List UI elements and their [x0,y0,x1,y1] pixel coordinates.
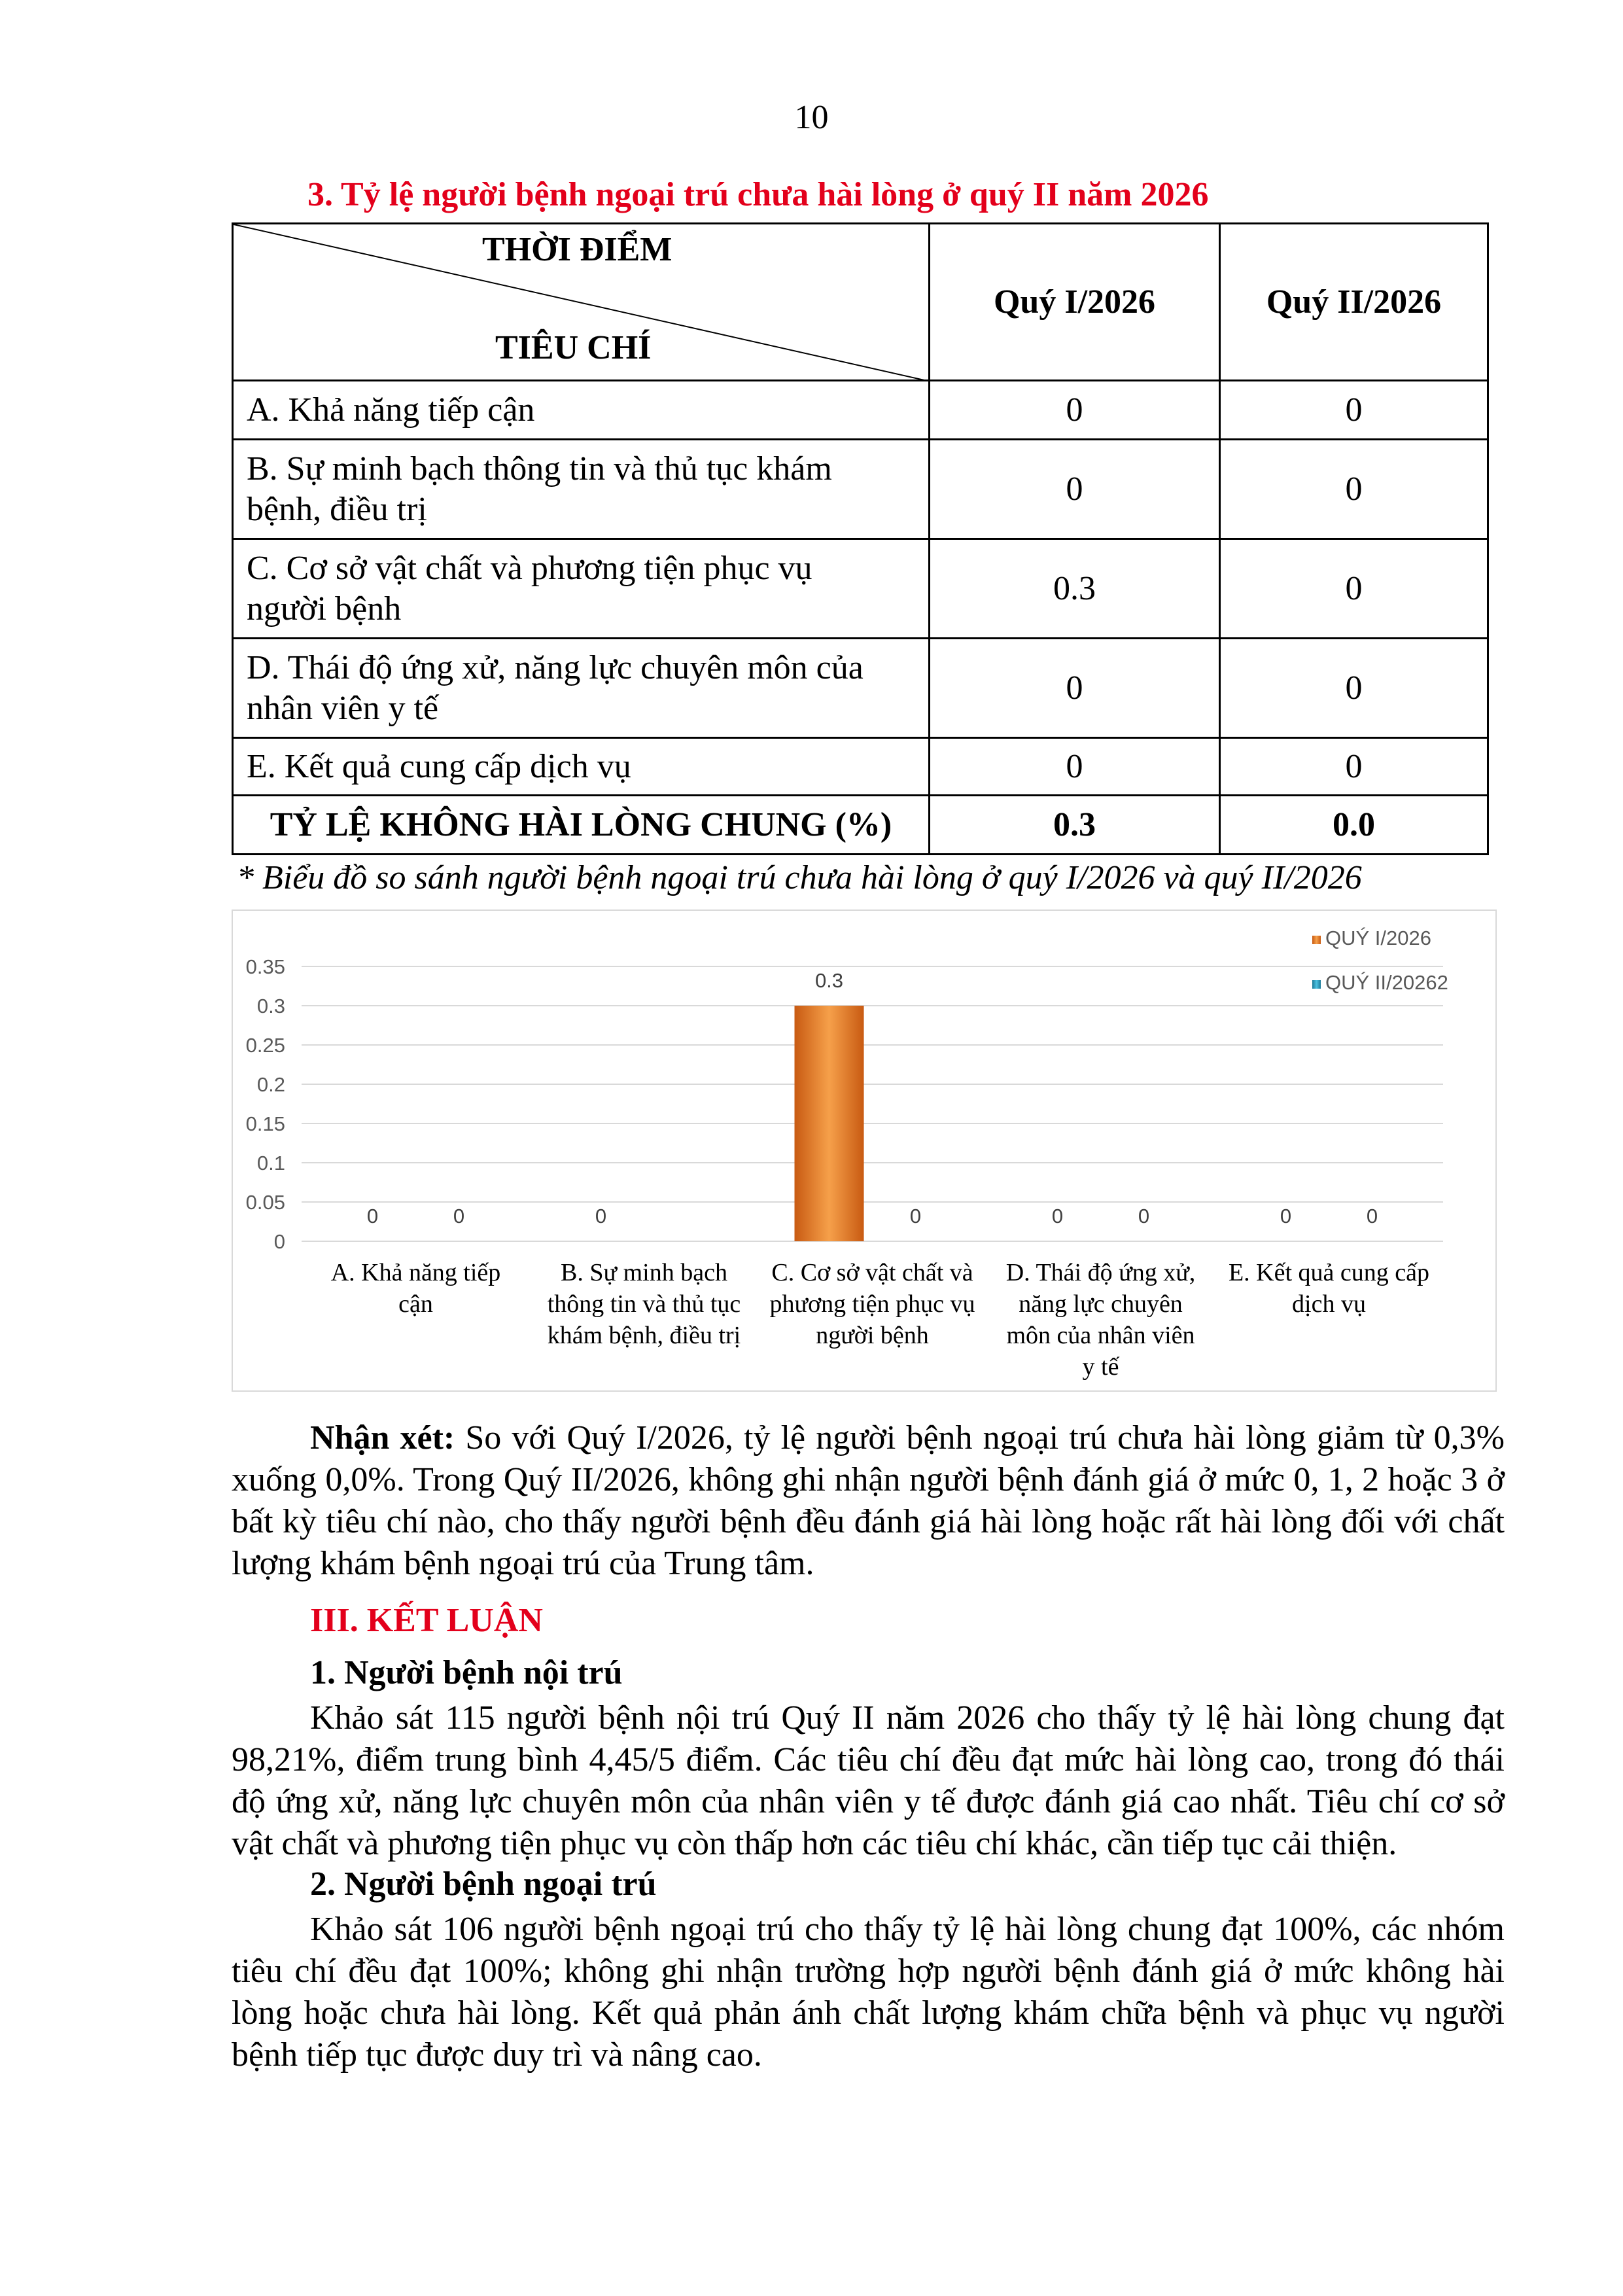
chart-caption: * Biểu đồ so sánh người bệnh ngoại trú chưa hài lòng ở quý I/2026 và quý II/2026 [237,859,1362,896]
row-label-line: E. Kết quả cung cấp dịch vụ [247,747,631,785]
table-row [233,738,1488,796]
row-label-line: nhân viên y tế [247,689,439,727]
y-tick-label: 0.3 [256,995,285,1017]
total-q2: 0.0 [1220,796,1488,855]
comment-paragraph [232,1417,1505,1585]
conclusion-heading: III. KẾT LUẬN [310,1602,543,1639]
row-q2: 0 [1220,639,1488,738]
x-category-label: y tế [1082,1353,1119,1381]
x-category-label: B. Sự minh bạch [561,1259,727,1286]
row-q1: 0 [930,738,1220,796]
y-tick-label: 0.1 [256,1152,285,1174]
row-label-line: B. Sự minh bạch thông tin và thủ tục khám [247,450,832,487]
data-label: 0 [366,1205,379,1227]
bar-q1 [795,1006,864,1241]
row-q1: 0.3 [930,539,1220,639]
data-label: 0 [1138,1205,1150,1227]
data-label: 0 [909,1205,922,1227]
x-category-label: A. Khả năng tiếp [330,1259,501,1286]
header-time: THỜI ĐIỂM [482,231,672,268]
bar-chart [232,910,1497,1392]
row-label-line: bệnh, điều trị [247,490,427,528]
x-category-label: phương tiện phục vụ [769,1290,975,1318]
row-q2: 0 [1220,539,1488,639]
row-label [233,440,930,539]
comment-label: Nhận xét: [310,1419,455,1457]
table-row [233,539,1488,639]
row-q1: 0 [930,440,1220,539]
legend-label: QUÝ II/20262 [1325,971,1448,994]
total-label: TỶ LỆ KHÔNG HÀI LÒNG CHUNG (%) [233,796,930,855]
row-label-line: C. Cơ sở vật chất và phương tiện phục vụ [247,549,812,587]
legend-swatch [1312,980,1321,989]
total-q1: 0.3 [930,796,1220,855]
header-q1: Quý I/2026 [930,224,1220,381]
row-label [233,639,930,738]
data-label: 0 [1280,1205,1292,1227]
table-corner-header [233,224,930,381]
table-row [233,381,1488,440]
outpatient-heading: 2. Người bệnh ngoại trú [310,1865,657,1903]
dissatisfaction-table [232,222,1489,855]
table-row [233,639,1488,738]
row-label-line: người bệnh [247,590,402,627]
y-tick-label: 0.35 [245,955,285,978]
x-category-label: cận [398,1290,433,1318]
row-q2: 0 [1220,381,1488,440]
inpatient-paragraph: Khảo sát 115 người bệnh nội trú Quý II năm 2026 cho thấy tỷ lệ hài lòng chung đạt 98,21%, điểm trung bình 4,45/5 điểm. Các tiêu chí đều đạt mức hài lòng cao, trong đó thái độ ứng xử, năng lực chuyên môn của nhân viên y tế được đánh giá cao nhất. Tiêu chí cơ sở vật chất và phương tiện phục vụ còn thấp hơn các tiêu chí khác, cần tiếp tục cải thiện. [232,1699,1505,1862]
legend-swatch [1312,936,1321,944]
x-category-label: D. Thái độ ứng xử, [1005,1259,1196,1286]
header-criteria: TIÊU CHÍ [495,329,652,366]
table-total-row [233,796,1488,855]
x-category-label: năng lực chuyên [1019,1290,1183,1318]
header-q2: Quý II/2026 [1220,224,1488,381]
x-category-label: khám bệnh, điều trị [547,1322,741,1349]
row-label [233,381,930,440]
section-title: 3. Tỷ lệ người bệnh ngoại trú chưa hài lòng ở quý II năm 2026 [307,176,1209,213]
x-category-label: thông tin và thủ tục [547,1290,741,1318]
chart-svg [233,911,1495,1390]
inpatient-heading: 1. Người bệnh nội trú [310,1654,623,1691]
data-label: 0 [1366,1205,1378,1227]
table-header-row [233,224,1488,381]
x-category-label: C. Cơ sở vật chất và [771,1259,973,1286]
row-label-line: D. Thái độ ứng xử, năng lực chuyên môn của [247,648,864,686]
legend-label: QUÝ I/2026 [1325,927,1431,949]
table-row [233,440,1488,539]
y-tick-label: 0.15 [245,1112,285,1135]
data-label: 0 [1051,1205,1064,1227]
x-category-label: dịch vụ [1292,1290,1366,1318]
y-tick-label: 0.2 [256,1073,285,1096]
x-category-label: E. Kết quả cung cấp [1228,1259,1430,1286]
row-label [233,738,930,796]
y-tick-label: 0.25 [245,1034,285,1057]
y-tick-label: 0 [273,1230,285,1253]
row-q2: 0 [1220,440,1488,539]
y-tick-label: 0.05 [245,1191,285,1214]
row-q1: 0 [930,639,1220,738]
x-category-label: người bệnh [816,1322,929,1349]
page-number: 10 [794,99,829,136]
row-label-line: A. Khả năng tiếp cận [247,391,535,429]
x-category-label: môn của nhân viên [1006,1322,1195,1349]
data-label: 0 [453,1205,465,1227]
row-q1: 0 [930,381,1220,440]
data-label: 0.3 [814,969,844,992]
outpatient-paragraph: Khảo sát 106 người bệnh ngoại trú cho thấy tỷ lệ hài lòng chung đạt 100%, các nhóm tiêu chí đều đạt 100%; không ghi nhận trường hợp người bệnh đánh giá ở mức không hài lòng hoặc chưa hài lòng. Kết quả phản ánh chất lượng khám chữa bệnh và phục vụ người bệnh tiếp tục được duy trì và nâng cao. [232,1911,1505,2074]
comment-text: So với Quý I/2026, tỷ lệ người bệnh ngoại trú chưa hài lòng giảm từ 0,3% xuống 0,0%. Trong Quý II/2026, không ghi nhận người bệnh đánh giá ở mức 0, 1, 2 hoặc 3 ở bất kỳ tiêu chí nào, cho thấy người bệnh đều đánh giá hài lòng hoặc rất hài lòng đối với chất lượng khám bệnh ngoại trú của Trung tâm. [232,1419,1505,1582]
row-label [233,539,930,639]
data-label: 0 [595,1205,607,1227]
row-q2: 0 [1220,738,1488,796]
